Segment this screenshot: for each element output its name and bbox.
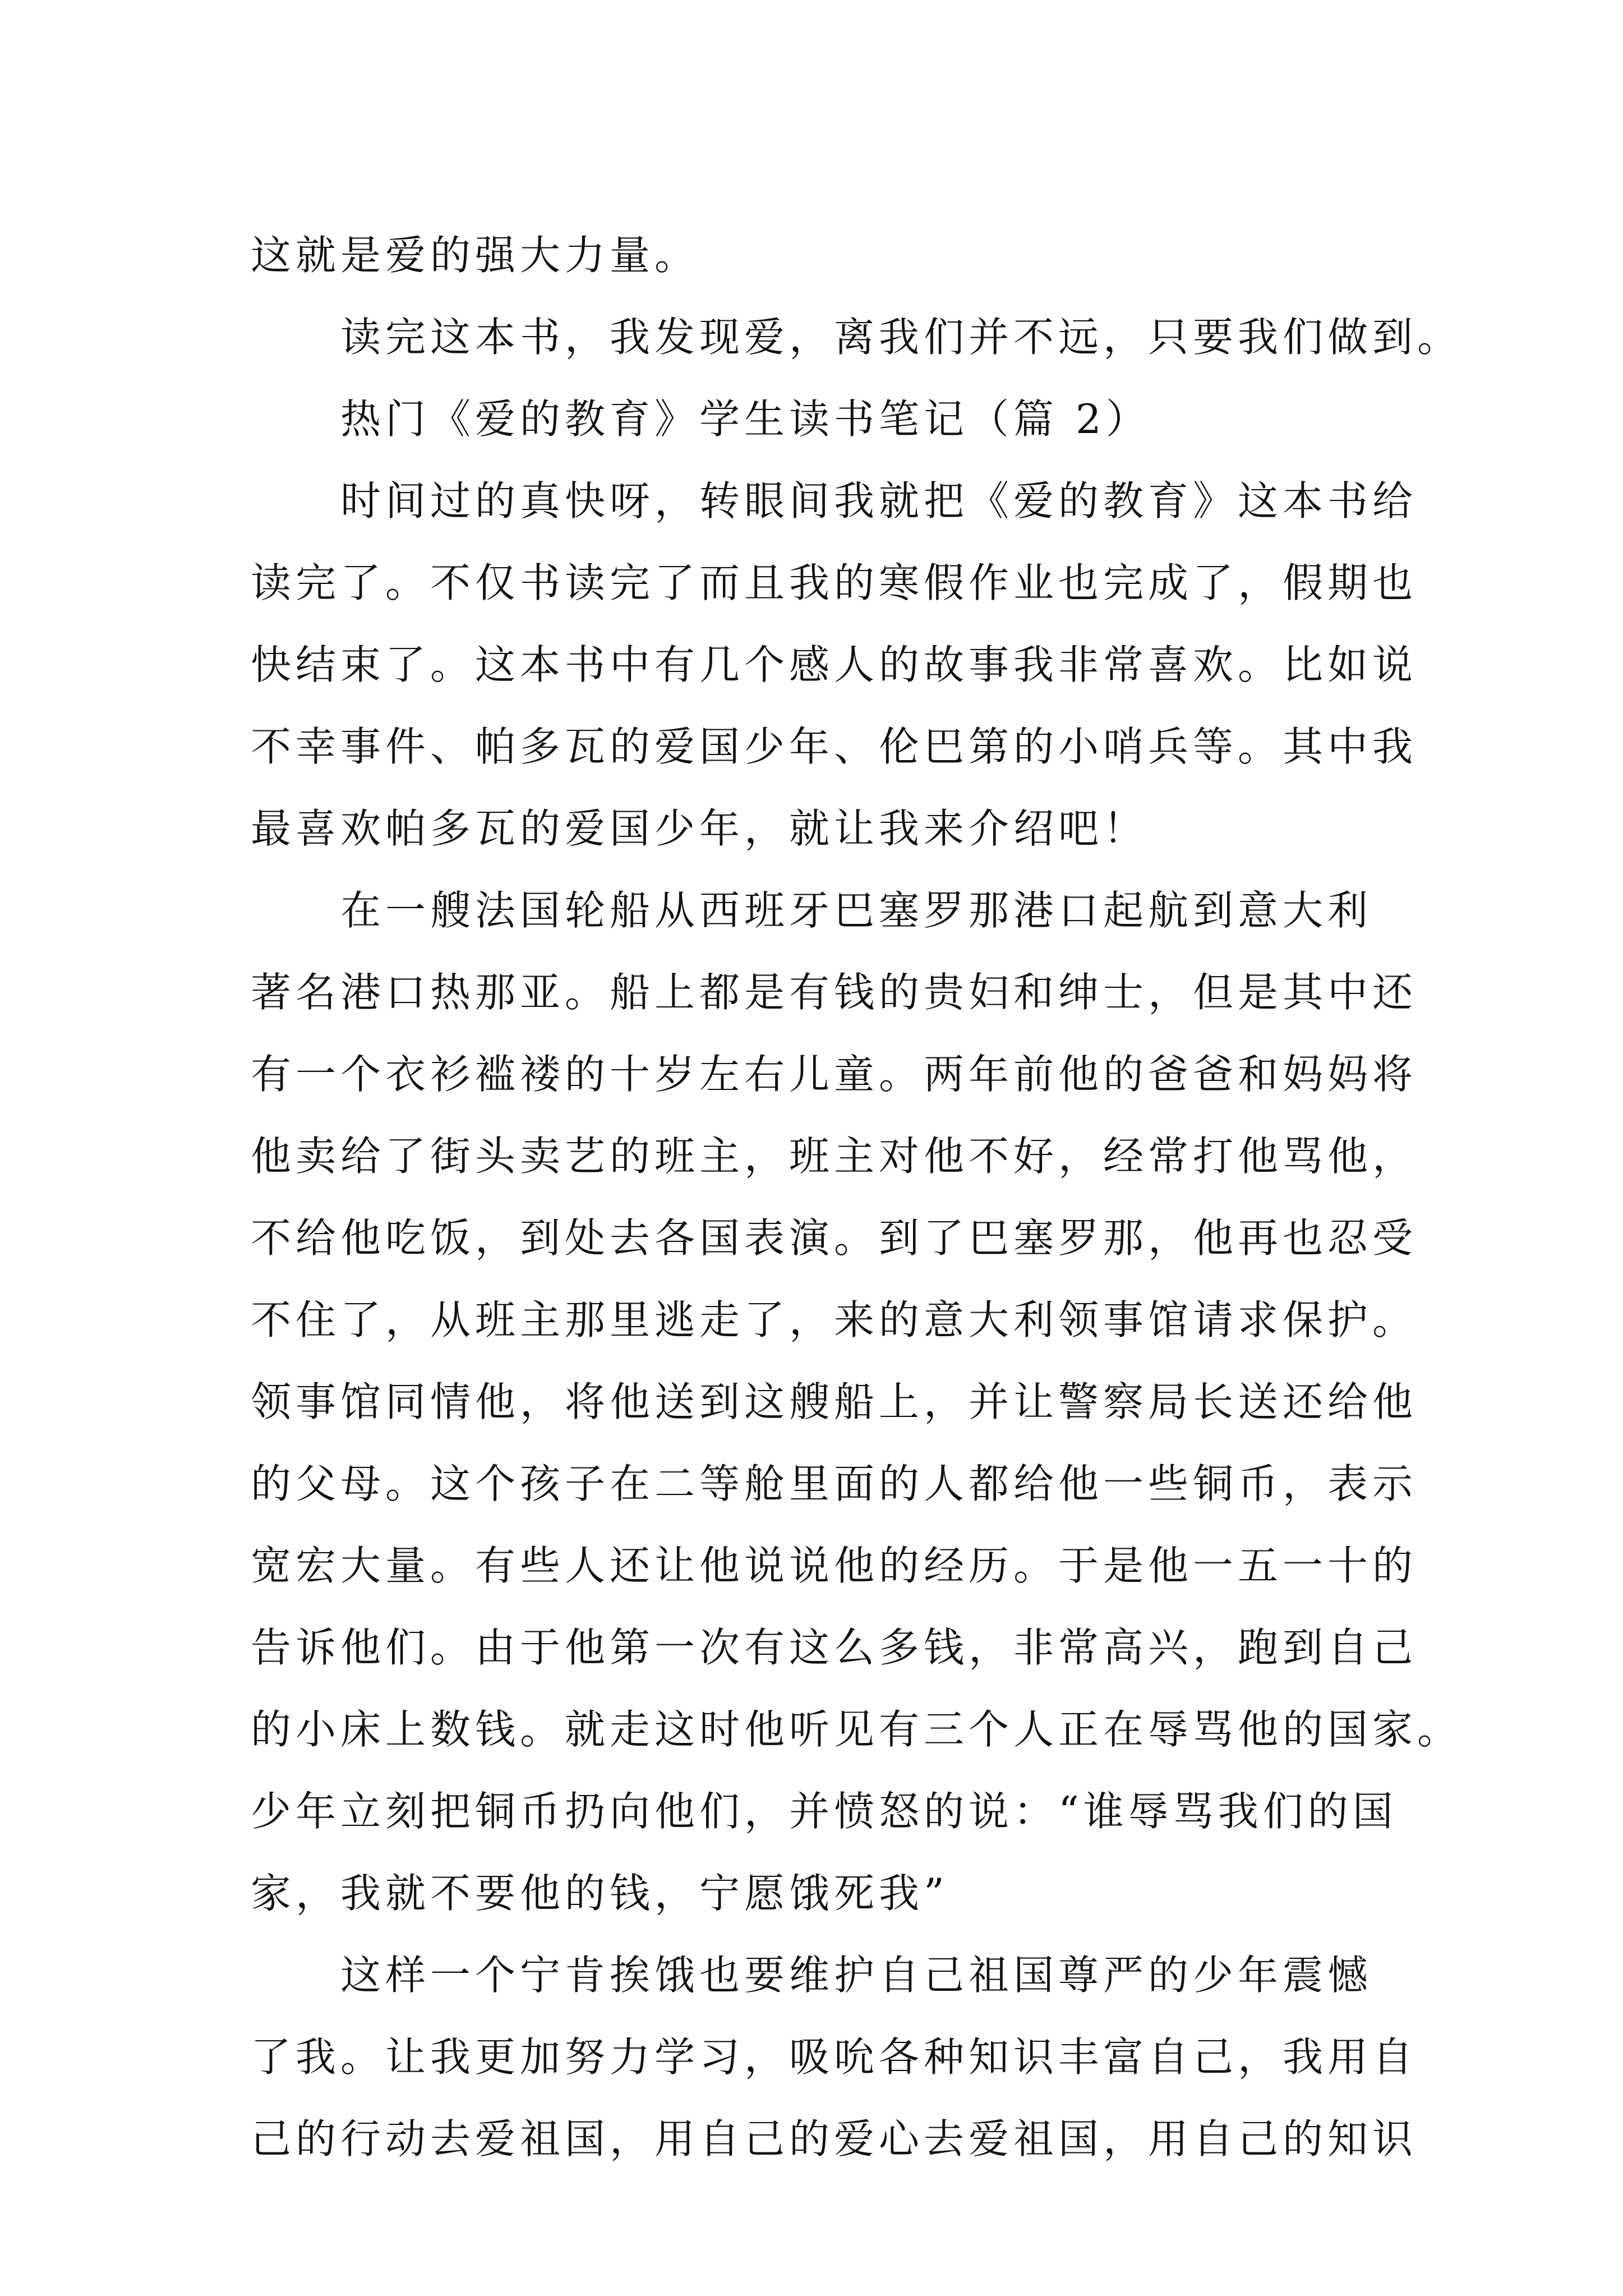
- text-line: 读完这本书，我发现爱，离我们并不远，只要我们做到。: [340, 314, 1463, 361]
- text-line: 了我。让我更加努力学习，吸吮各种知识丰富自己，我用自: [251, 2033, 1418, 2081]
- text-line: 在一艘法国轮船从西班牙巴塞罗那港口起航到意大利: [340, 887, 1373, 934]
- text-line: 家，我就不要他的钱，宁愿饿死我”: [251, 1870, 949, 1917]
- text-line: 领事馆同情他，将他送到这艘船上，并让警察局长送还给他: [251, 1378, 1418, 1425]
- text-line: 宽宏大量。有些人还让他说说他的经历。于是他一五一十的: [251, 1542, 1418, 1589]
- text-line: 不给他吃饭，到处去各国表演。到了巴塞罗那，他再也忍受: [251, 1214, 1418, 1262]
- text-line: 不幸事件、帕多瓦的爱国少年、伦巴第的小哨兵等。其中我: [251, 723, 1418, 770]
- text-line: 时间过的真快呀，转眼间我就把《爱的教育》这本书给: [340, 477, 1418, 524]
- text-line: 最喜欢帕多瓦的爱国少年，就让我来介绍吧！: [251, 805, 1149, 852]
- text-line: 少年立刻把铜币扔向他们，并愤怒的说：“谁辱骂我们的国: [251, 1788, 1398, 1835]
- text-line: 的父母。这个孩子在二等舱里面的人都给他一些铜币，表示: [251, 1460, 1418, 1507]
- text-line: 有一个衣衫褴褛的十岁左右儿童。两年前他的爸爸和妈妈将: [251, 1051, 1418, 1098]
- text-line: 这就是爱的强大力量。: [251, 232, 700, 279]
- text-line: 的小床上数钱。就走这时他听见有三个人正在辱骂他的国家。: [251, 1706, 1463, 1753]
- text-line: 告诉他们。由于他第一次有这么多钱，非常高兴，跑到自己: [251, 1624, 1418, 1671]
- text-line: 快结束了。这本书中有几个感人的故事我非常喜欢。比如说: [251, 641, 1418, 688]
- text-line: 这样一个宁肯挨饿也要维护自己祖国尊严的少年震憾: [340, 1952, 1373, 1999]
- text-line: 不住了，从班主那里逃走了，来的意大利领事馆请求保护。: [251, 1296, 1418, 1343]
- text-line: 己的行动去爱祖国，用自己的爱心去爱祖国，用自己的知识: [251, 2115, 1418, 2162]
- document-body: [251, 214, 1463, 2180]
- text-line: 读完了。不仅书读完了而且我的寒假作业也完成了，假期也: [251, 559, 1418, 606]
- text-line: 他卖给了街头卖艺的班主，班主对他不好，经常打他骂他，: [251, 1133, 1418, 1180]
- section-heading: 热门《爱的教育》学生读书笔记（篇 2）: [340, 395, 1151, 443]
- text-line: 著名港口热那亚。船上都是有钱的贵妇和绅士，但是其中还: [251, 969, 1418, 1016]
